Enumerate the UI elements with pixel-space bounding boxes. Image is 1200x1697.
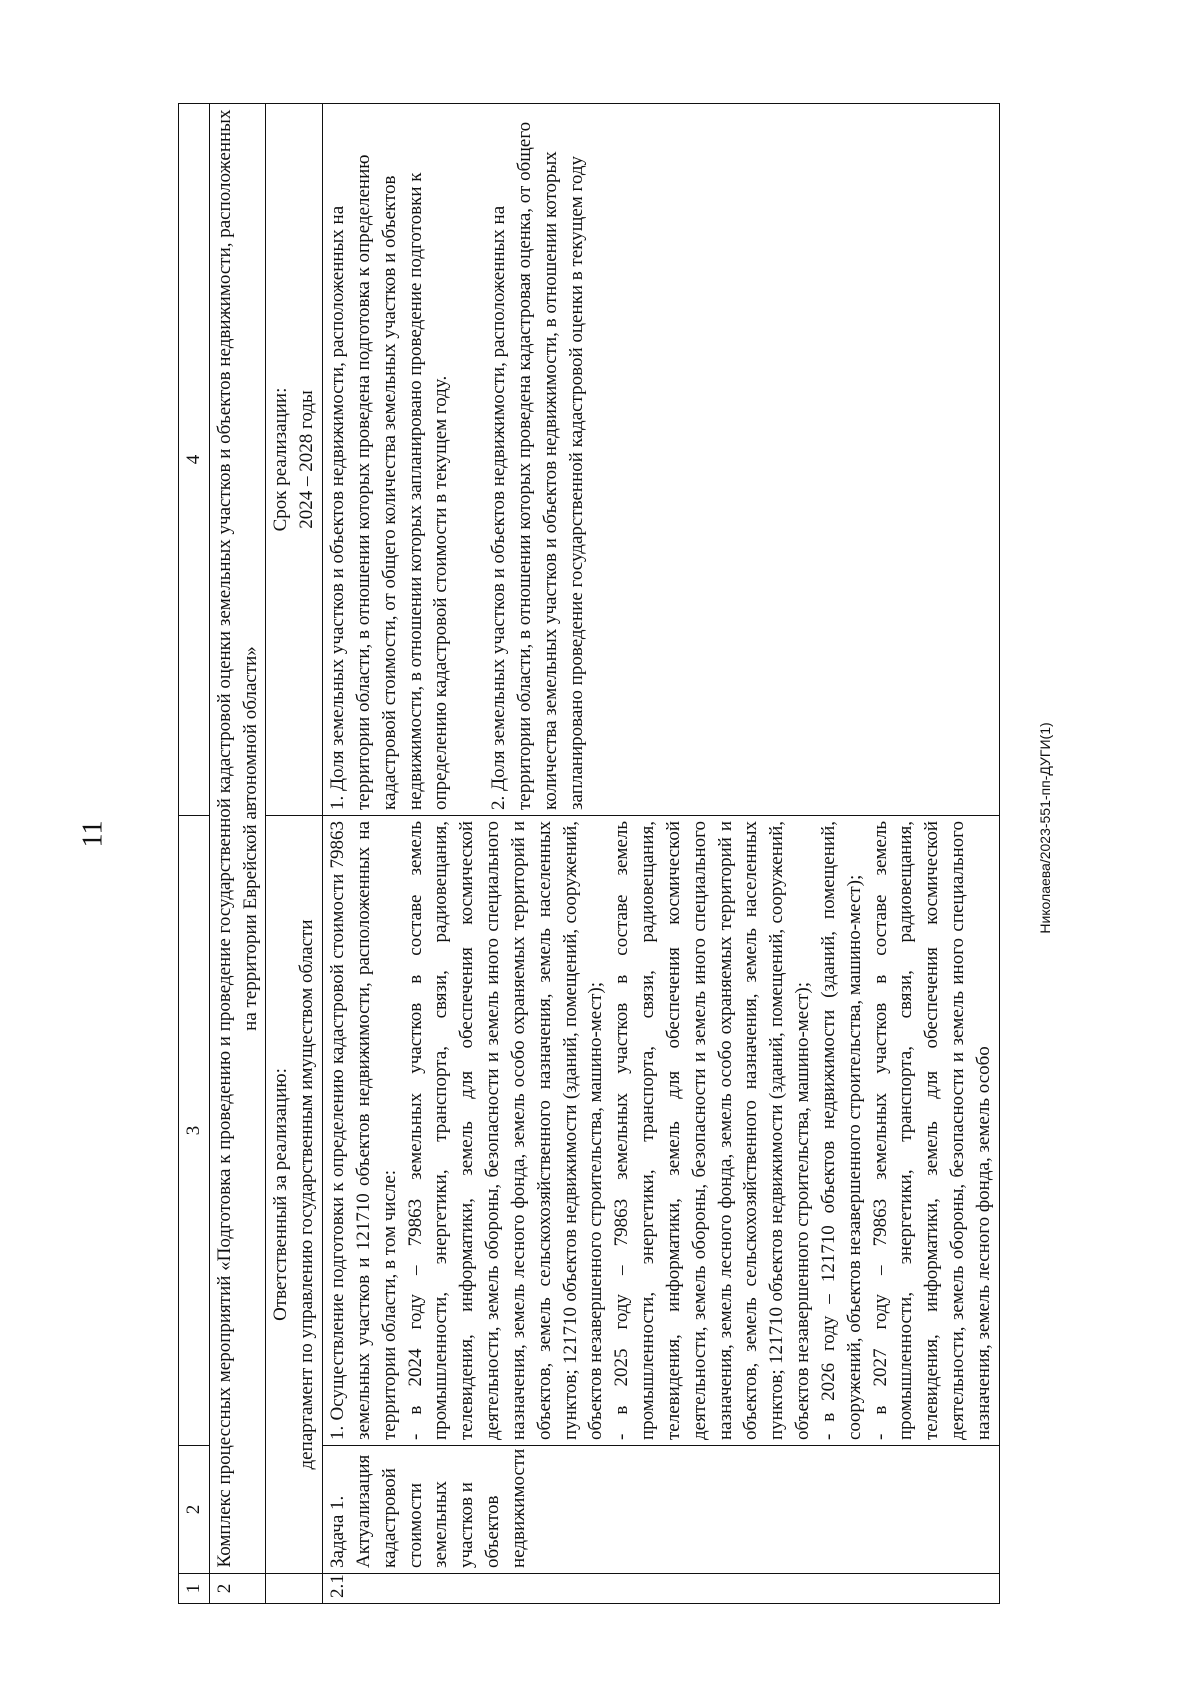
- rotated-table-wrapper: [178, 104, 994, 1604]
- term-cell: [266, 104, 323, 816]
- measures-cell: [323, 816, 1000, 1446]
- empty-cell: [266, 1574, 323, 1604]
- document-code: Николаева/2023-551-пп-ДУГИ(1): [1037, 722, 1053, 934]
- task-description: Задача 1. Актуализация кадастровой стоимости земельных участков и объектов недвижимости: [323, 1446, 1000, 1574]
- term-value: 2024 – 2028 годы: [296, 390, 318, 529]
- page-number: 11: [77, 820, 109, 848]
- row-number-2: 2: [209, 1574, 266, 1604]
- indicator-item: 2. Доля земельных участков и объектов недвижимости, расположенных на территории области, в отношении которых проведена кадастровая оценка, от общего количества земельных участков и объектов недвижимости, в отношении которых запланировано проведение государственной кадастровой оценки в текущем году: [488, 121, 587, 810]
- program-table: [178, 103, 1000, 1604]
- measure-item: - в 2024 году – 79863 земельных участков в составе земель промышленности, энергетики, транспорта, связи, радиовещания, телевидения, информатики, земель для обеспечения космической деятельности, земель обороны, безопасности и земель иного специального назначения, земель лесного фонда, земель особо охраняемых территорий и объектов, земель сельскохозяйственного назначения, земель населенных пунктов; 121710 объектов недвижимости (зданий, помещений, сооружений, объектов незавершенного строительства, машино-мест);: [404, 821, 607, 1440]
- complex-title: Комплекс процессных мероприятий «Подготовка к проведению и проведение государственной кадастровой оценки земельных участков и объектов недвижимости, расположенных на территории Еврейской автономной области»: [209, 104, 266, 1574]
- responsible-value: департамент по управлению государственным имуществом области: [296, 919, 318, 1470]
- responsible-cell: [266, 816, 323, 1574]
- term-label: Срок реализации:: [270, 387, 292, 532]
- col-number-1: 1: [179, 1574, 210, 1604]
- measure-item: - в 2027 году – 79863 земельных участков в составе земель промышленности, энергетики, транспорта, связи, радиовещания, телевидения, информатики, земель для обеспечения космической деятельности, земель обороны, безопасности и земель иного специального назначения, земель лесного фонда, земель особо: [869, 821, 994, 1440]
- column-number-row: [179, 104, 210, 1604]
- task-row-number: 2.1: [323, 1574, 1000, 1604]
- measure-item: - в 2026 году – 121710 объектов недвижимости (зданий, помещений, сооружений, объектов незавершенного строительства, машино-мест);: [817, 821, 865, 1440]
- col-number-4: 4: [179, 104, 210, 816]
- measure-item: - в 2025 году – 79863 земельных участков в составе земель промышленности, энергетики, транспорта, связи, радиовещания, телевидения, информатики, земель для обеспечения космической деятельности, земель обороны, безопасности и земель иного специального назначения, земель лесного фонда, земель особо охраняемых территорий и объектов, земель сельскохозяйственного назначения, земель населенных пунктов; 121710 объектов недвижимости (зданий, помещений, сооружений, объектов незавершенного строительства, машино-мест);: [611, 821, 814, 1440]
- responsible-label: Ответственный за реализацию:: [270, 1068, 292, 1321]
- indicators-cell: [323, 104, 1000, 816]
- col-number-3: 3: [179, 816, 210, 1446]
- task-row: [323, 104, 1000, 1604]
- responsible-row: [266, 104, 323, 1604]
- indicator-item: 1. Доля земельных участков и объектов недвижимости, расположенных на территории области, в отношении которых проведена подготовка к определению кадастровой стоимости, от общего количества земельных участков и объектов недвижимости, в отношении которых запланировано проведение подготовки к определению кадастровой стоимости в текущем году.: [327, 154, 452, 810]
- complex-title-row: [209, 104, 266, 1604]
- col-number-2: 2: [179, 1446, 210, 1574]
- measure-item: 1. Осуществление подготовки к определению кадастровой стоимости 79863 земельных участков и 121710 объектов недвижимости, расположенных на территории области, в том числе:: [327, 821, 400, 1440]
